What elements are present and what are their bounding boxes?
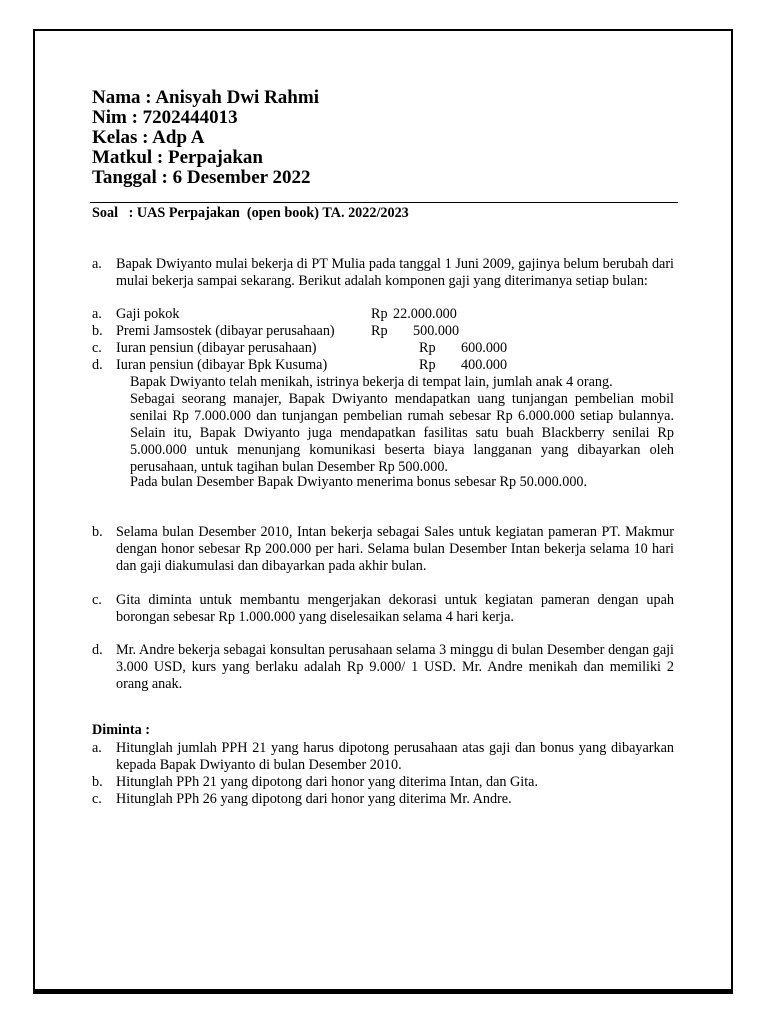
salary-currency: Rp <box>419 340 436 356</box>
question-c-text: Gita diminta untuk membantu mengerjakan dekorasi untuk kegiatan pameran dengan upah borongan sebesar Rp 1.000.000 yang diselesaikan selama 4 hari kerja. <box>116 592 674 625</box>
salary-amount: 400.000 <box>461 357 508 373</box>
salary-amount: 500.000 <box>413 323 460 339</box>
question-b-text: Selama bulan Desember 2010, Intan bekerja sebagai Sales untuk kegiatan pameran PT. Makmur dengan honor sebesar Rp 200.000 per hari. Selama bulan Desember Intan bekerja selama 10 hari dan gaji diakumulasi dan dibayarkan pada akhir bulan. <box>116 524 674 574</box>
question-b-marker: b. <box>92 524 103 540</box>
salary-currency: Rp <box>419 357 436 373</box>
salary-currency: Rp <box>371 306 388 322</box>
salary-label: Premi Jamsostek (dibayar perusahaan) <box>116 323 335 339</box>
student-name: Nama : Anisyah Dwi Rahmi <box>92 87 319 108</box>
task-text: Hitunglah jumlah PPH 21 yang harus dipotong perusahaan atas gaji dan bonus yang dibayarkan kepada Bapak Dwiyanto di bulan Desember 2010. <box>116 740 674 773</box>
question-a-intro: Bapak Dwiyanto mulai bekerja di PT Mulia pada tanggal 1 Juni 2009, gajinya belum berubah dari mulai bekerja sampai sekarang. Berikut adalah komponen gaji yang diterimanya setiap bulan: <box>116 256 674 289</box>
task-marker: a. <box>92 740 102 756</box>
salary-amount: 22.000.000 <box>393 306 457 322</box>
page-border-bottom <box>33 991 733 994</box>
task-text: Hitunglah PPh 21 yang dipotong dari honor yang diterima Intan, dan Gita. <box>116 774 539 790</box>
salary-amount: 600.000 <box>461 340 508 356</box>
salary-label: Iuran pensiun (dibayar perusahaan) <box>116 340 317 356</box>
task-text: Hitunglah PPh 26 yang dipotong dari honor yang diterima Mr. Andre. <box>116 791 512 807</box>
question-c-marker: c. <box>92 592 102 608</box>
course-name: Matkul : Perpajakan <box>92 147 263 168</box>
question-d-marker: d. <box>92 642 103 658</box>
salary-label: Gaji pokok <box>116 306 180 322</box>
diminta-title: Diminta : <box>92 722 150 738</box>
header-divider <box>90 202 678 203</box>
student-class: Kelas : Adp A <box>92 127 205 148</box>
task-marker: c. <box>92 791 102 807</box>
question-a-marker: a. <box>92 256 102 272</box>
soal-line: Soal : UAS Perpajakan (open book) TA. 2022/2023 <box>92 205 409 221</box>
salary-marker: a. <box>92 306 102 322</box>
question-a-family: Bapak Dwiyanto telah menikah, istrinya bekerja di tempat lain, jumlah anak 4 orang. <box>130 374 613 390</box>
task-marker: b. <box>92 774 103 790</box>
question-a-bonus: Pada bulan Desember Bapak Dwiyanto menerima bonus sebesar Rp 50.000.000. <box>130 474 588 490</box>
salary-currency: Rp <box>371 323 388 339</box>
salary-marker: c. <box>92 340 102 356</box>
salary-marker: b. <box>92 323 103 339</box>
question-a-allowances: Sebagai seorang manajer, Bapak Dwiyanto mendapatkan uang tunjangan pembelian mobil senilai Rp 7.000.000 dan tunjangan pembelian rumah sebesar Rp 6.000.000 setiap bulannya. Selain itu, Bapak Dwiyanto juga mendapatkan fasilitas satu buah Blackberry senilai Rp 5.000.000 untuk menunjang komunikasi beserta biaya langganan yang dibayarkan oleh perusahaan, untuk tagihan bulan Desember Rp 500.000. <box>130 391 674 475</box>
student-nim: Nim : 7202444013 <box>92 107 238 128</box>
salary-marker: d. <box>92 357 103 373</box>
exam-date: Tanggal : 6 Desember 2022 <box>92 167 311 188</box>
salary-label: Iuran pensiun (dibayar Bpk Kusuma) <box>116 357 328 373</box>
question-d-text: Mr. Andre bekerja sebagai konsultan perusahaan selama 3 minggu di bulan Desember dengan gaji 3.000 USD, kurs yang berlaku adalah Rp 9.000/ 1 USD. Mr. Andre menikah dan memiliki 2 orang anak. <box>116 642 674 692</box>
